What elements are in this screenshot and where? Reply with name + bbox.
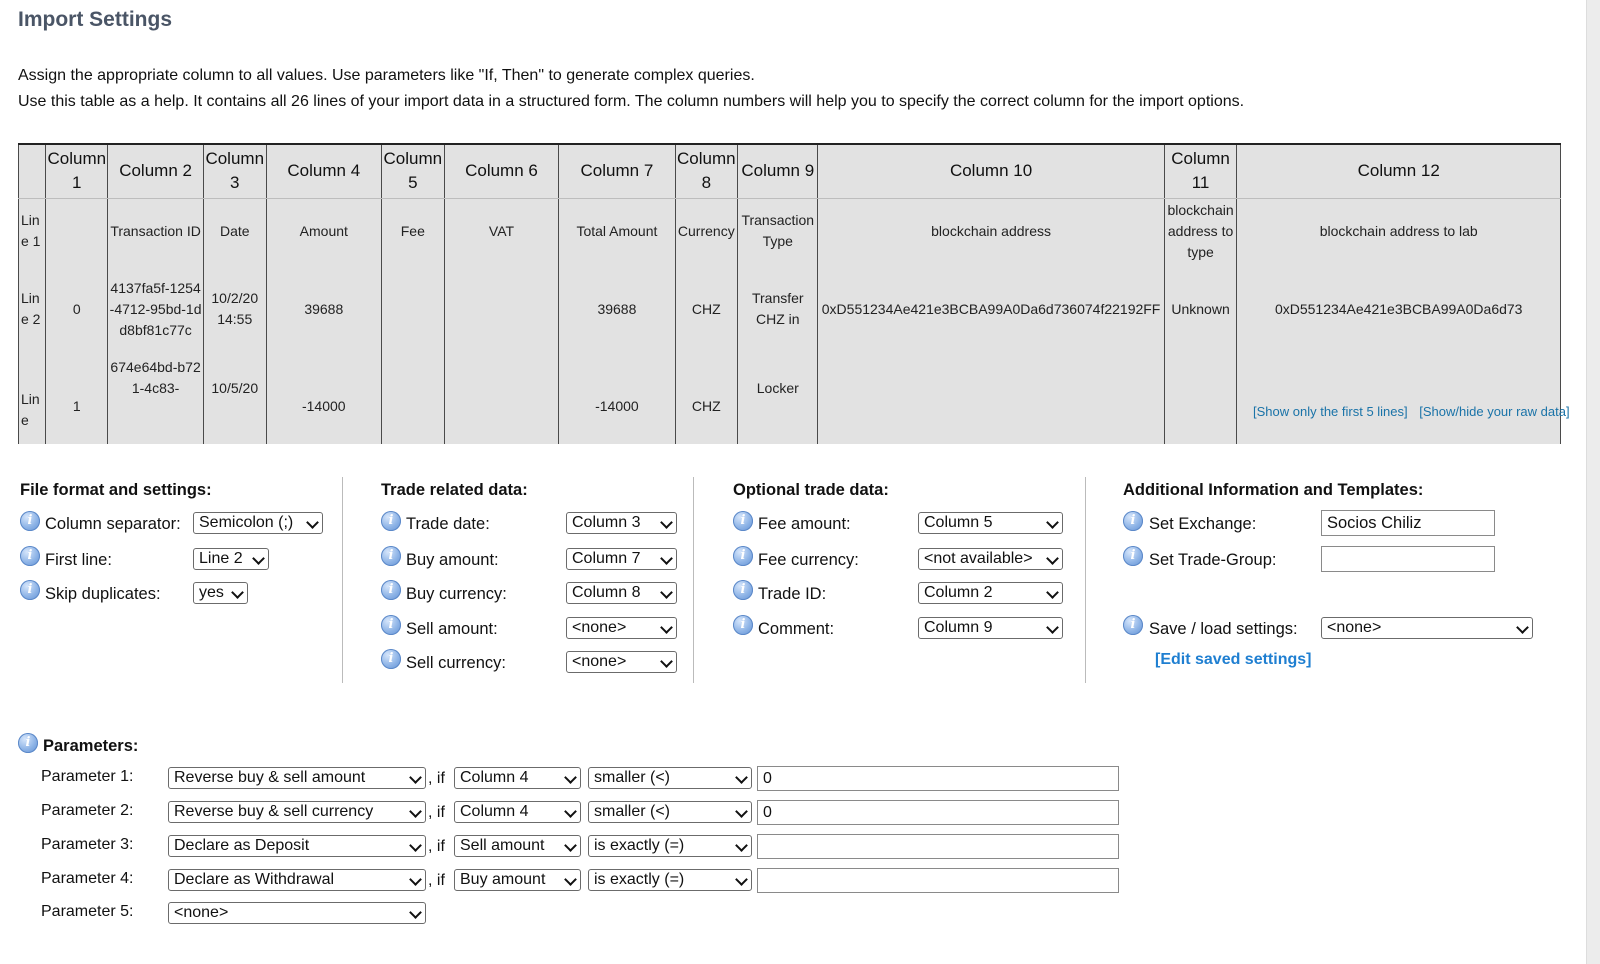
table-header: Column 2	[108, 145, 204, 198]
parameter-5-action-select[interactable]: <none>	[168, 902, 426, 924]
additional-info-title: Additional Information and Templates:	[1123, 481, 1424, 499]
parameters-title: Parameters:	[43, 737, 139, 755]
table-cell: Transfer CHZ in	[738, 264, 818, 354]
info-icon[interactable]: i	[18, 733, 38, 753]
chevron-down-icon	[660, 621, 673, 634]
table-cell: Transaction ID	[108, 198, 204, 264]
section-divider	[1085, 477, 1086, 683]
show-first-lines-link[interactable]: [Show only the first 5 lines]	[1253, 404, 1408, 419]
chevron-down-icon	[409, 906, 422, 919]
preview-table	[18, 145, 1561, 444]
table-cell: Currency	[675, 198, 738, 264]
parameter-1-column-select[interactable]: Column 4	[454, 767, 581, 789]
parameter-5-label: Parameter 5:	[41, 903, 134, 920]
set-trade-group-input[interactable]	[1321, 546, 1495, 572]
chevron-down-icon	[660, 552, 673, 565]
table-header-row	[19, 145, 1561, 198]
save-load-label: Save / load settings:	[1149, 620, 1298, 638]
chevron-down-icon	[1046, 552, 1059, 565]
parameter-4-column-select[interactable]: Buy amount	[454, 869, 581, 891]
table-cell	[382, 354, 445, 444]
chevron-down-icon	[735, 873, 748, 886]
chevron-down-icon	[1046, 621, 1059, 634]
edit-saved-settings-link[interactable]: [Edit saved settings]	[1155, 651, 1312, 668]
table-header: Column 3	[203, 145, 266, 198]
table-cell: 1	[46, 354, 108, 444]
table-cell: 39688	[266, 264, 381, 354]
table-header: Column 5	[382, 145, 445, 198]
table-cell: Fee	[382, 198, 445, 264]
table-cell: blockchain address to type	[1164, 198, 1237, 264]
parameter-4-value-input[interactable]	[757, 868, 1119, 893]
column-separator-select[interactable]: Semicolon (;)	[193, 512, 323, 534]
parameter-4-action-select[interactable]: Declare as Withdrawal	[168, 869, 426, 891]
table-cell: Amount	[266, 198, 381, 264]
info-icon[interactable]: i	[381, 546, 401, 566]
table-cell: 10/2/20 14:55	[203, 264, 266, 354]
chevron-down-icon	[564, 805, 577, 818]
info-icon[interactable]: i	[733, 546, 753, 566]
save-load-select[interactable]: <none>	[1321, 617, 1533, 639]
chevron-down-icon	[409, 805, 422, 818]
table-cell: 674e64bd-b721-4c83-	[108, 354, 204, 444]
parameter-3-column-select[interactable]: Sell amount	[454, 835, 581, 857]
table-cell: Line 2	[19, 264, 46, 354]
parameter-1-label: Parameter 1:	[41, 768, 134, 785]
chevron-down-icon	[564, 771, 577, 784]
parameter-3-action-select[interactable]: Declare as Deposit	[168, 835, 426, 857]
table-cell: CHZ	[675, 264, 738, 354]
table-header: Column 4	[266, 145, 381, 198]
table-cell	[1164, 354, 1237, 444]
section-divider	[693, 477, 694, 683]
table-header: Column 6	[444, 145, 559, 198]
table-cell: Transaction Type	[738, 198, 818, 264]
parameter-1-condition-select[interactable]: smaller (<)	[588, 767, 752, 789]
info-icon[interactable]: i	[733, 580, 753, 600]
info-icon[interactable]: i	[20, 546, 40, 566]
chevron-down-icon	[1046, 586, 1059, 599]
buy-currency-select[interactable]: Column 8	[566, 582, 677, 604]
table-cell: blockchain address	[818, 198, 1164, 264]
table-header	[19, 145, 46, 198]
if-text: , if	[428, 804, 445, 821]
chevron-down-icon	[735, 839, 748, 852]
chevron-down-icon	[409, 771, 422, 784]
sell-currency-label: Sell currency:	[406, 654, 506, 672]
table-cell: 0xD551234Ae421e3BCBA99A0Da6d73	[1237, 264, 1561, 354]
info-icon[interactable]: i	[1123, 546, 1143, 566]
parameter-2-action-select[interactable]: Reverse buy & sell currency	[168, 801, 426, 823]
info-icon[interactable]: i	[1123, 511, 1143, 531]
table-cell: 10/5/20	[203, 354, 266, 444]
parameter-3-condition-select[interactable]: is exactly (=)	[588, 835, 752, 857]
table-header: Column 1	[46, 145, 108, 198]
chevron-down-icon	[409, 873, 422, 886]
info-icon[interactable]: i	[20, 511, 40, 531]
first-line-label: First line:	[45, 551, 112, 569]
set-trade-group-label: Set Trade-Group:	[1149, 551, 1277, 569]
column-separator-label: Column separator:	[45, 515, 181, 533]
optional-data-title: Optional trade data:	[733, 481, 889, 499]
parameter-2-column-select[interactable]: Column 4	[454, 801, 581, 823]
parameter-3-value-input[interactable]	[757, 834, 1119, 859]
table-cell: 39688	[559, 264, 675, 354]
intro-text-1: Assign the appropriate column to all values. Use parameters like "If, Then" to generate complex queries.	[18, 67, 755, 84]
chevron-down-icon	[660, 586, 673, 599]
info-icon[interactable]: i	[733, 615, 753, 635]
buy-currency-label: Buy currency:	[406, 585, 507, 603]
parameter-2-value-input[interactable]: 0	[757, 800, 1119, 825]
table-row	[19, 354, 1561, 444]
if-text: , if	[428, 770, 445, 787]
table-cell	[1237, 354, 1561, 444]
fee-amount-select[interactable]: Column 5	[918, 512, 1063, 534]
info-icon[interactable]: i	[381, 511, 401, 531]
table-cell	[444, 264, 559, 354]
chevron-down-icon	[735, 771, 748, 784]
table-cell: 0xD551234Ae421e3BCBA99A0Da6d736074f22192FF	[818, 264, 1164, 354]
chevron-down-icon	[231, 586, 244, 599]
table-cell	[444, 354, 559, 444]
sell-currency-select[interactable]: <none>	[566, 651, 677, 673]
chevron-down-icon	[1516, 621, 1529, 634]
table-row	[19, 264, 1561, 354]
trade-id-label: Trade ID:	[758, 585, 827, 603]
table-cell: Date	[203, 198, 266, 264]
info-icon[interactable]: i	[1123, 615, 1143, 635]
info-icon[interactable]: i	[381, 649, 401, 669]
section-divider	[342, 477, 343, 683]
table-header: Column 8	[675, 145, 738, 198]
info-icon[interactable]: i	[20, 580, 40, 600]
table-cell: blockchain address to lab	[1237, 198, 1561, 264]
table-cell: Line 1	[19, 198, 46, 264]
parameter-2-condition-select[interactable]: smaller (<)	[588, 801, 752, 823]
table-header: Column 7	[559, 145, 675, 198]
chevron-down-icon	[252, 552, 265, 565]
sell-amount-label: Sell amount:	[406, 620, 498, 638]
table-cell: 0	[46, 264, 108, 354]
table-cell: VAT	[444, 198, 559, 264]
set-exchange-label: Set Exchange:	[1149, 515, 1257, 533]
chevron-down-icon	[660, 655, 673, 668]
page-title: Import Settings	[18, 8, 173, 31]
table-header: Column 12	[1237, 145, 1561, 198]
parameter-3-label: Parameter 3:	[41, 836, 134, 853]
table-cell	[382, 264, 445, 354]
table-cell: Unknown	[1164, 264, 1237, 354]
table-cell: Locker	[738, 354, 818, 444]
table-cell: -14000	[266, 354, 381, 444]
parameter-1-action-select[interactable]: Reverse buy & sell amount	[168, 767, 426, 789]
chevron-down-icon	[409, 839, 422, 852]
table-cell: Line	[19, 354, 46, 444]
parameter-4-label: Parameter 4:	[41, 870, 134, 887]
fee-currency-label: Fee currency:	[758, 551, 859, 569]
parameter-1-value-input[interactable]: 0	[757, 766, 1119, 791]
page-scrollbar[interactable]	[1586, 0, 1600, 964]
comment-select[interactable]: Column 9	[918, 617, 1063, 639]
info-icon[interactable]: i	[381, 615, 401, 635]
buy-amount-select[interactable]: Column 7	[566, 548, 677, 570]
if-text: , if	[428, 872, 445, 889]
parameter-2-label: Parameter 2:	[41, 802, 134, 819]
table-header: Column 10	[818, 145, 1164, 198]
toggle-raw-data-link[interactable]: [Show/hide your raw data]	[1419, 404, 1570, 419]
info-icon[interactable]: i	[381, 580, 401, 600]
set-exchange-input[interactable]: Socios Chiliz	[1321, 510, 1495, 536]
chevron-down-icon	[306, 516, 319, 529]
table-row	[19, 198, 1561, 264]
trade-date-label: Trade date:	[406, 515, 490, 533]
sell-amount-select[interactable]: <none>	[566, 617, 677, 639]
trade-data-title: Trade related data:	[381, 481, 528, 499]
table-cell: 4137fa5f-1254-4712-95bd-1dd8bf81c77c	[108, 264, 204, 354]
fee-currency-select[interactable]: <not available>	[918, 548, 1063, 570]
trade-date-select[interactable]: Column 3	[566, 512, 677, 534]
chevron-down-icon	[1046, 516, 1059, 529]
fee-amount-label: Fee amount:	[758, 515, 851, 533]
comment-label: Comment:	[758, 620, 835, 638]
skip-duplicates-select[interactable]: yes	[193, 582, 248, 604]
chevron-down-icon	[735, 805, 748, 818]
chevron-down-icon	[564, 839, 577, 852]
parameter-4-condition-select[interactable]: is exactly (=)	[588, 869, 752, 891]
table-cell: CHZ	[675, 354, 738, 444]
table-cell	[818, 354, 1164, 444]
buy-amount-label: Buy amount:	[406, 551, 499, 569]
if-text: , if	[428, 838, 445, 855]
intro-text-2: Use this table as a help. It contains all 26 lines of your import data in a structured form. The column numbers will help you to specify the correct column for the import options.	[18, 93, 1245, 110]
chevron-down-icon	[660, 516, 673, 529]
skip-duplicates-label: Skip duplicates:	[45, 585, 161, 603]
file-format-title: File format and settings:	[20, 481, 212, 499]
table-links	[1245, 404, 1570, 419]
first-line-select[interactable]: Line 2	[193, 548, 269, 570]
table-header: Column 11	[1164, 145, 1237, 198]
table-cell	[46, 198, 108, 264]
info-icon[interactable]: i	[733, 511, 753, 531]
trade-id-select[interactable]: Column 2	[918, 582, 1063, 604]
table-header: Column 9	[738, 145, 818, 198]
chevron-down-icon	[564, 873, 577, 886]
table-cell: -14000	[559, 354, 675, 444]
table-cell: Total Amount	[559, 198, 675, 264]
